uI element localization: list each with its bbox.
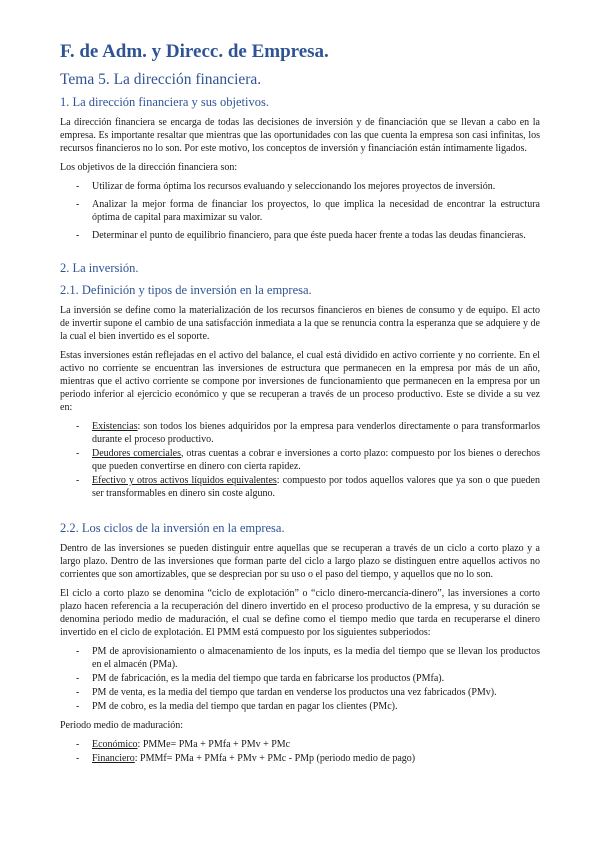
spacer: [60, 248, 540, 260]
spacer: [60, 506, 540, 520]
section-2-1-paragraph-2: Estas inversiones están reflejadas en el activo del balance, el cual está dividido en activo corriente y no corriente. En el activo no corriente se encuentran las inversiones de estructura que permanecen en la empresa por más de un año, mientras que el activo corriente se compone por inversiones de funcionamiento que permanecen en la empresa por un periodo inferior al ejercicio económico y que se recuperan a través de un proceso productivo. Este se divide a su vez en:: [60, 350, 540, 413]
term-efectivo: Efectivo y otros activos líquidos equivalentes: [92, 475, 277, 486]
document-title: F. de Adm. y Direcc. de Empresa.: [60, 41, 329, 62]
term-description: : compuesto por todos aquellos valores que ya son o que pueden ser transformables en dinero sin coste alguno.: [92, 475, 540, 499]
list-item: [60, 447, 540, 473]
term-description: , otras cuentas a cobrar e inversiones a corto plazo: compuesto por los bienes o derechos que pueden convertirse en dinero con cierta rapidez.: [92, 448, 540, 472]
list-item: - PM de venta, es la media del tiempo que tardan en venderse los productos una vez fabricados (PMv).: [60, 686, 540, 699]
list-item: - Analizar la mejor forma de financiar los proyectos, lo que implica la necesidad de encontrar la estructura óptima de capital para maximizar su valor.: [60, 198, 540, 224]
list-item: - PM de aprovisionamiento o almacenamiento de los inputs, es la media del tiempo que se llevan los productos en el almacén (PMa).: [60, 645, 540, 671]
formula-text: : PMMf= PMa + PMfa + PMv + PMc - PMp (periodo medio de pago): [134, 753, 416, 764]
term-existencias: Existencias: [92, 421, 138, 432]
tema-heading: Tema 5. La dirección financiera.: [60, 71, 262, 88]
subperiodos-list: [60, 645, 540, 713]
formulas-list: [60, 738, 540, 765]
formula-text: : PMMe= PMa + PMfa + PMv + PMc: [137, 739, 291, 750]
term-deudores: Deudores comerciales: [92, 448, 181, 459]
list-item: - PM de cobro, es la media del tiempo que tardan en pagar los clientes (PMc).: [60, 700, 540, 713]
section-1-paragraph-2: Los objetivos de la dirección financiera son:: [60, 162, 238, 173]
section-1-paragraph-1: La dirección financiera se encarga de todas las decisiones de inversión y de financiación que se llevan a cabo en la empresa. Es importante resaltar que mientras que las oportunidades con las que cuenta la empresa son casi infinitas, los recursos financieros no lo son. Por este motivo, los conceptos de inversión y financiación están íntimamente ligados.: [60, 117, 540, 154]
term-economico: Económico: [92, 739, 138, 750]
list-item: [60, 752, 540, 765]
section-2-2-paragraph-1: Dentro de las inversiones se pueden distinguir entre aquellas que se recuperan a través de un ciclo a corto plazo y a largo plazo. Dentro de las inversiones que forman parte del ciclo a largo plazo se distinguen entre aquellos activos no corrientes que son amortizables, que se desprecian por su uso o el paso del tiempo, y aquellos que no lo son.: [60, 543, 540, 580]
list-item: [60, 738, 540, 751]
objectives-list: [60, 180, 540, 242]
list-item: [60, 420, 540, 446]
section-2-1-paragraph-1: La inversión se define como la materialización de los recursos financieros en bienes de consumo y de equipo. El acto de invertir supone el cambio de una satisfacción inmediata a la que se renuncia contra la esperanza que se adquiere y de la cual el bien invertido es el soporte.: [60, 305, 540, 342]
list-item: - Utilizar de forma óptima los recursos evaluando y seleccionando los mejores proyectos de inversión.: [60, 180, 540, 193]
section-2-heading: 2. La inversión.: [60, 261, 139, 275]
section-2-2-paragraph-3: Periodo medio de maduración:: [60, 720, 184, 731]
list-item: - PM de fabricación, es la media del tiempo que tarda en fabricarse los productos (PMfa).: [60, 672, 540, 685]
section-2-2-heading: 2.2. Los ciclos de la inversión en la empresa.: [60, 521, 285, 535]
term-description: : son todos los bienes adquiridos por la empresa para venderlos directamente o para transformarlos durante el proceso productivo.: [92, 421, 540, 445]
term-financiero: Financiero: [92, 753, 135, 764]
list-item: - Determinar el punto de equilibrio financiero, para que éste pueda hacer frente a todas las deudas financieras.: [60, 229, 540, 242]
section-2-2-paragraph-2: El ciclo a corto plazo se denomina “ciclo de explotación” o “ciclo dinero-mercancía-dinero”, las inversiones a corto plazo hacen referencia a la recuperación del dinero invertido en el proceso productivo de la empresa, y su duración se denomina periodo medio de maduración, el cual se define como el tiempo medio que tarda en recuperarse el dinero invertido en el ciclo de explotación. El PMM está compuesto por los siguientes subperiodos:: [60, 588, 540, 638]
activo-corriente-list: [60, 420, 540, 500]
section-2-1-heading: 2.1. Definición y tipos de inversión en la empresa.: [60, 283, 312, 297]
list-item: [60, 474, 540, 500]
section-1-heading: 1. La dirección financiera y sus objetivos.: [60, 95, 269, 109]
